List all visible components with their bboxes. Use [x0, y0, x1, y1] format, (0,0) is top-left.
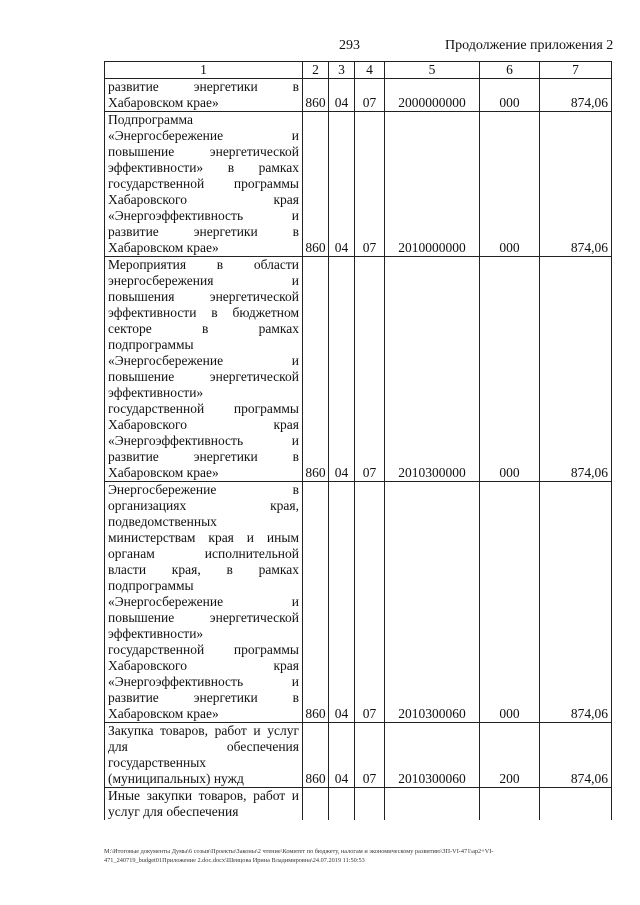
- row-name-line: Энергосбережение в: [108, 482, 299, 497]
- row-name-line: «Энергосбережение и: [108, 353, 299, 368]
- table-row: [105, 257, 612, 482]
- row-name-line: услуг для обеспечения: [108, 804, 239, 819]
- budget-table: [104, 61, 612, 820]
- ministry-code-cell: 860: [303, 482, 329, 723]
- row-name-line: «Энергоэффективность и: [108, 433, 299, 448]
- row-name-line: власти края, в рамках: [108, 562, 299, 577]
- row-name-line: секторе в рамках: [108, 321, 299, 336]
- row-name-line: эффективности в бюджетном: [108, 305, 299, 320]
- table-row: [105, 79, 612, 112]
- row-name-cell: [105, 723, 303, 788]
- row-name-cell: [105, 482, 303, 723]
- target-article-cell: 2010000000: [385, 112, 480, 257]
- amount-cell: [540, 788, 612, 821]
- row-name-cell: [105, 112, 303, 257]
- target-article-cell: 2010300060: [385, 482, 480, 723]
- ministry-code-cell: [303, 788, 329, 821]
- ministry-code-cell: 860: [303, 257, 329, 482]
- row-name-line: министерствам края и иным: [108, 530, 299, 545]
- row-name-line: развитие энергетики в: [108, 79, 299, 94]
- target-article-cell: 2010300060: [385, 723, 480, 788]
- row-name-line: подпрограммы: [108, 578, 194, 593]
- row-name-cell: [105, 79, 303, 112]
- section-code-cell: [329, 788, 355, 821]
- row-name-line: Хабаровском крае»: [108, 706, 219, 721]
- table-header-row: [105, 62, 612, 79]
- row-name-line: Хабаровском крае»: [108, 465, 219, 480]
- section-code-cell: 04: [329, 112, 355, 257]
- row-name-line: Закупка товаров, работ и услуг: [108, 723, 299, 738]
- row-name-line: повышение энергетической: [108, 610, 299, 625]
- column-header: 7: [540, 62, 612, 79]
- row-name-line: «Энергосбережение и: [108, 594, 299, 609]
- table-row: [105, 788, 612, 821]
- subsection-code-cell: 07: [355, 79, 385, 112]
- table-row: [105, 112, 612, 257]
- row-name-line: подведомственных: [108, 514, 217, 529]
- row-name-line: развитие энергетики в: [108, 224, 299, 239]
- target-article-cell: [385, 788, 480, 821]
- document-footer: [104, 847, 614, 865]
- row-name-line: государственной программы: [108, 401, 299, 416]
- row-name-line: государственных: [108, 755, 207, 770]
- row-name-line: Хабаровском крае»: [108, 240, 219, 255]
- expense-type-cell: 000: [480, 257, 540, 482]
- row-name-line: «Энергоэффективность и: [108, 208, 299, 223]
- row-name-line: Иные закупки товаров, работ и: [108, 788, 299, 803]
- row-name-line: Хабаровского края: [108, 192, 299, 207]
- subsection-code-cell: 07: [355, 482, 385, 723]
- expense-type-cell: [480, 788, 540, 821]
- row-name-line: подпрограммы: [108, 337, 194, 352]
- row-name-line: организациях края,: [108, 498, 299, 513]
- column-header: 6: [480, 62, 540, 79]
- row-name-line: «Энергосбережение и: [108, 128, 299, 143]
- row-name-line: «Энергоэффективность и: [108, 674, 299, 689]
- row-name-cell: [105, 257, 303, 482]
- column-header: 2: [303, 62, 329, 79]
- row-name-line: органам исполнительной: [108, 546, 299, 561]
- row-name-line: государственной программы: [108, 176, 299, 191]
- expense-type-cell: 000: [480, 482, 540, 723]
- row-name-line: Хабаровского края: [108, 417, 299, 432]
- expense-type-cell: 000: [480, 112, 540, 257]
- row-name-line: (муниципальных) нужд: [108, 771, 244, 786]
- row-name-line: эффективности»: [108, 385, 204, 400]
- continuation-title: Продолжение приложения 2: [445, 38, 614, 53]
- amount-cell: 874,06: [540, 257, 612, 482]
- footer-path-line: 471_240719_budget01Приложение 2.doc.docx\Шевцова Ирина Владимировна\24.07.2019 11:50:53: [104, 857, 365, 864]
- section-code-cell: 04: [329, 79, 355, 112]
- column-header: 1: [105, 62, 303, 79]
- target-article-cell: 2000000000: [385, 79, 480, 112]
- row-name-line: энергосбережения и: [108, 273, 299, 288]
- section-code-cell: 04: [329, 482, 355, 723]
- subsection-code-cell: 07: [355, 112, 385, 257]
- row-name-line: повышение энергетической: [108, 144, 299, 159]
- row-name-line: развитие энергетики в: [108, 690, 299, 705]
- ministry-code-cell: 860: [303, 112, 329, 257]
- amount-cell: 874,06: [540, 482, 612, 723]
- table-row: [105, 482, 612, 723]
- row-name-line: для обеспечения: [108, 739, 299, 754]
- amount-cell: 874,06: [540, 112, 612, 257]
- row-name-line: Мероприятия в области: [108, 257, 299, 272]
- row-name-cell: [105, 788, 303, 821]
- column-header: 5: [385, 62, 480, 79]
- column-header: 3: [329, 62, 355, 79]
- amount-cell: 874,06: [540, 723, 612, 788]
- expense-type-cell: 200: [480, 723, 540, 788]
- row-name-line: Хабаровского края: [108, 658, 299, 673]
- subsection-code-cell: 07: [355, 257, 385, 482]
- section-code-cell: 04: [329, 723, 355, 788]
- row-name-line: эффективности» в рамках: [108, 160, 299, 175]
- column-header: 4: [355, 62, 385, 79]
- row-name-line: Хабаровском крае»: [108, 95, 219, 110]
- subsection-code-cell: [355, 788, 385, 821]
- row-name-line: Подпрограмма: [108, 112, 193, 127]
- table-row: [105, 723, 612, 788]
- row-name-line: повышение энергетической: [108, 369, 299, 384]
- ministry-code-cell: 860: [303, 79, 329, 112]
- row-name-line: повышения энергетической: [108, 289, 299, 304]
- row-name-line: эффективности»: [108, 626, 204, 641]
- amount-cell: 874,06: [540, 79, 612, 112]
- expense-type-cell: 000: [480, 79, 540, 112]
- subsection-code-cell: 07: [355, 723, 385, 788]
- ministry-code-cell: 860: [303, 723, 329, 788]
- row-name-line: развитие энергетики в: [108, 449, 299, 464]
- footer-path-line: М:\Итоговые документы Думы\6 созыв\Проекты\Законы\2 чтение\Комитет по бюджету, налогам и экономическому развитию\ЗП-VI-471\ap2+VI-: [104, 848, 494, 855]
- page-number: 293: [339, 38, 360, 53]
- target-article-cell: 2010300000: [385, 257, 480, 482]
- row-name-line: государственной программы: [108, 642, 299, 657]
- section-code-cell: 04: [329, 257, 355, 482]
